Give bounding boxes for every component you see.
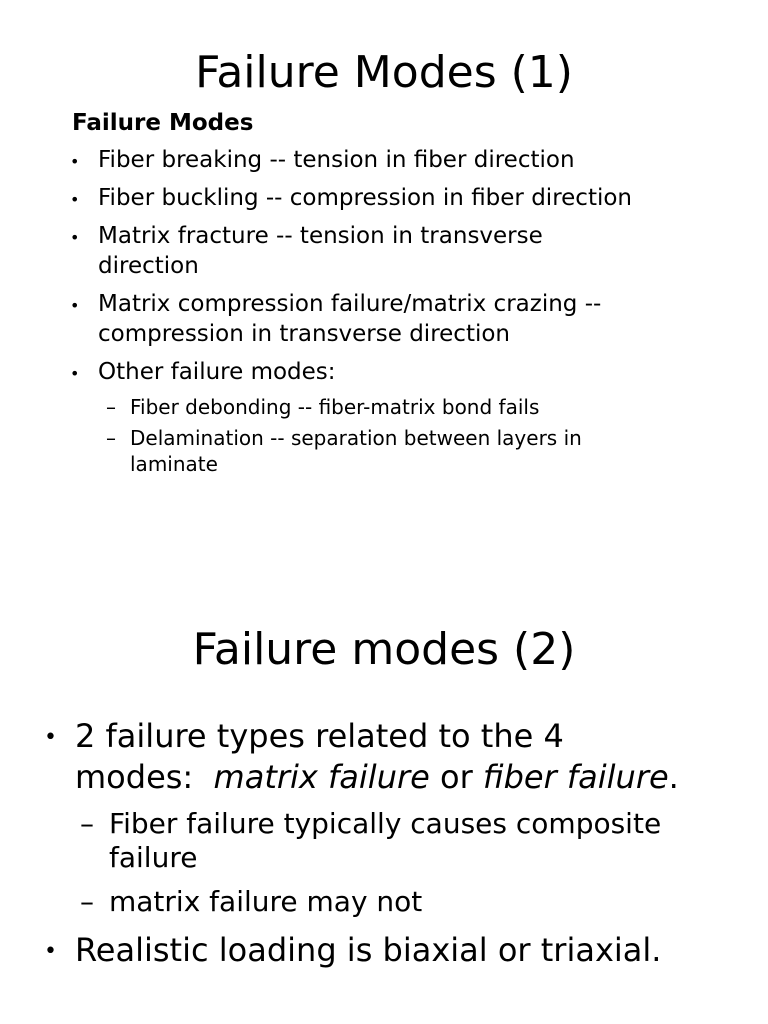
list-item: 2 failure types related to the 4 [75,717,564,755]
period: . [668,758,679,796]
bullet-icon: • [70,228,80,247]
slide1-title: Failure Modes (1) [195,47,573,98]
dash-icon: – [80,885,94,918]
bullet-icon: • [70,152,80,171]
dash-icon: – [106,395,116,419]
bullet-icon: • [70,190,80,209]
matrix-failure-emphasis: matrix failure [213,758,430,796]
dash-icon: – [80,807,94,840]
bullet-icon: • [44,725,57,750]
list-item: Matrix compression failure/matrix crazing -- [98,291,602,317]
list-item-continuation [75,757,679,797]
slide1-heading: Failure Modes [72,110,254,136]
sub-list-item: Fiber debonding -- fiber-matrix bond fails [130,395,540,419]
bullet-icon: • [70,296,80,315]
fiber-failure-emphasis: fiber failure [482,758,669,796]
list-item: Fiber breaking -- tension in fiber direction [98,147,575,173]
bullet-icon: • [44,939,57,964]
list-item: Matrix fracture -- tension in transverse [98,223,543,249]
bullet-icon: • [70,364,80,383]
or-connector: or [429,758,483,796]
dash-icon: – [106,426,116,450]
list-item: Realistic loading is biaxial or triaxial. [75,931,662,969]
sub-list-item-continuation: failure [109,841,198,874]
list-item: Fiber buckling -- compression in fiber direction [98,185,632,211]
slide2-title: Failure modes (2) [192,624,576,675]
sub-list-item: matrix failure may not [109,885,423,918]
list-item: Other failure modes: [98,359,336,385]
list-item-continuation: direction [98,253,199,279]
sub-list-item-continuation: laminate [130,452,218,476]
sub-list-item: Fiber failure typically causes composite [109,807,662,840]
sub-list-item: Delamination -- separation between layers in [130,426,582,450]
modes-prefix: modes: [75,758,214,796]
list-item-continuation: compression in transverse direction [98,321,511,347]
